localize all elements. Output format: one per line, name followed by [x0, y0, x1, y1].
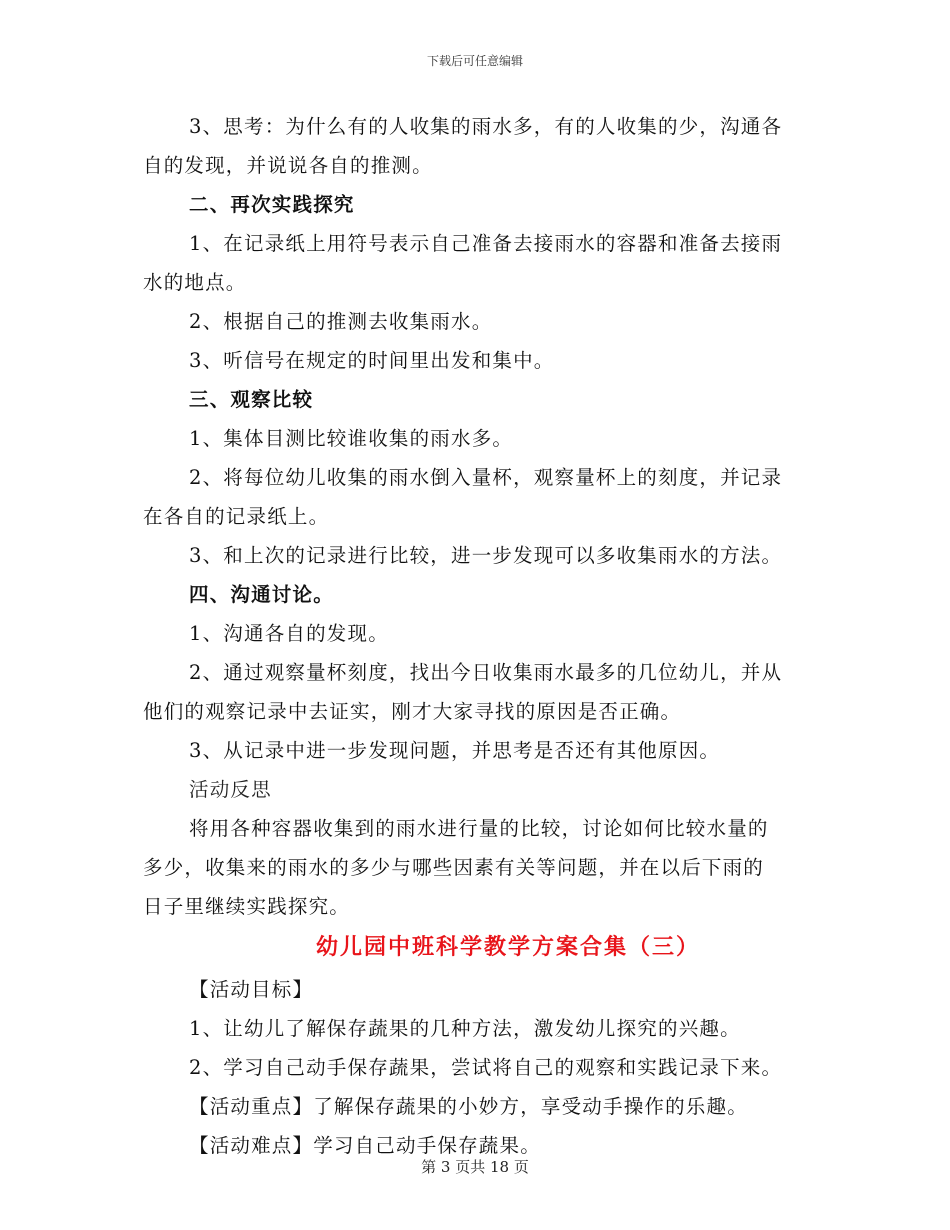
paragraph-line: 1、在记录纸上用符号表示自己准备去接雨水的容器和准备去接雨 [189, 232, 783, 255]
section-heading: 三、观察比较 [189, 388, 314, 411]
paragraph-line: 水的地点。 [143, 271, 247, 294]
page-footer: 第 3 页共 18 页 [421, 1158, 529, 1176]
paragraph-line: 【活动难点】学习自己动手保存蔬果。 [189, 1134, 541, 1157]
paragraph-line: 1、沟通各自的发现。 [189, 622, 389, 645]
paragraph-line: 1、让幼儿了解保存蔬果的几种方法，激发幼儿探究的兴趣。 [189, 1017, 741, 1040]
paragraph-line: 他们的观察记录中去证实，刚才大家寻找的原因是否正确。 [143, 700, 682, 723]
paragraph-line: 将用各种容器收集到的雨水进行量的比较，讨论如何比较水量的 [189, 817, 769, 840]
paragraph-line: 多少，收集来的雨水的多少与哪些因素有关等问题，并在以后下雨的 [143, 856, 765, 879]
document-title: 幼儿园中班科学教学方案合集（三） [315, 935, 700, 960]
paragraph-line: 3、思考：为什么有的人收集的雨水多，有的人收集的少，沟通各 [189, 115, 783, 138]
paragraph-line: 2、通过观察量杯刻度，找出今日收集雨水最多的几位幼儿，并从 [189, 661, 783, 684]
document-body [143, 107, 813, 1165]
paragraph-line: 2、根据自己的推测去收集雨水。 [189, 310, 493, 333]
paragraph-line: 1、集体目测比较谁收集的雨水多。 [189, 427, 514, 450]
section-heading: 二、再次实践探究 [189, 193, 355, 216]
paragraph-line: 3、从记录中进一步发现问题，并思考是否还有其他原因。 [189, 739, 721, 762]
paragraph-line: 【活动重点】了解保存蔬果的小妙方，享受动手操作的乐趣。 [189, 1095, 748, 1118]
paragraph-line: 日子里继续实践探究。 [143, 895, 351, 918]
page-header: 下载后可任意编辑 [426, 54, 523, 68]
section-heading: 四、沟通讨论。 [189, 583, 334, 606]
subheading-goals: 【活动目标】 [189, 978, 314, 1001]
paragraph-line: 2、将每位幼儿收集的雨水倒入量杯，观察量杯上的刻度，并记录 [189, 466, 783, 489]
paragraph-line: 3、和上次的记录进行比较，进一步发现可以多收集雨水的方法。 [189, 544, 783, 567]
subheading-reflection: 活动反思 [189, 778, 272, 801]
paragraph-line: 2、学习自己动手保存蔬果，尝试将自己的观察和实践记录下来。 [189, 1056, 783, 1079]
paragraph-line: 3、听信号在规定的时间里出发和集中。 [189, 349, 555, 372]
paragraph-line: 在各自的记录纸上。 [143, 505, 330, 528]
paragraph-line: 自的发现，并说说各自的推测。 [143, 154, 433, 177]
